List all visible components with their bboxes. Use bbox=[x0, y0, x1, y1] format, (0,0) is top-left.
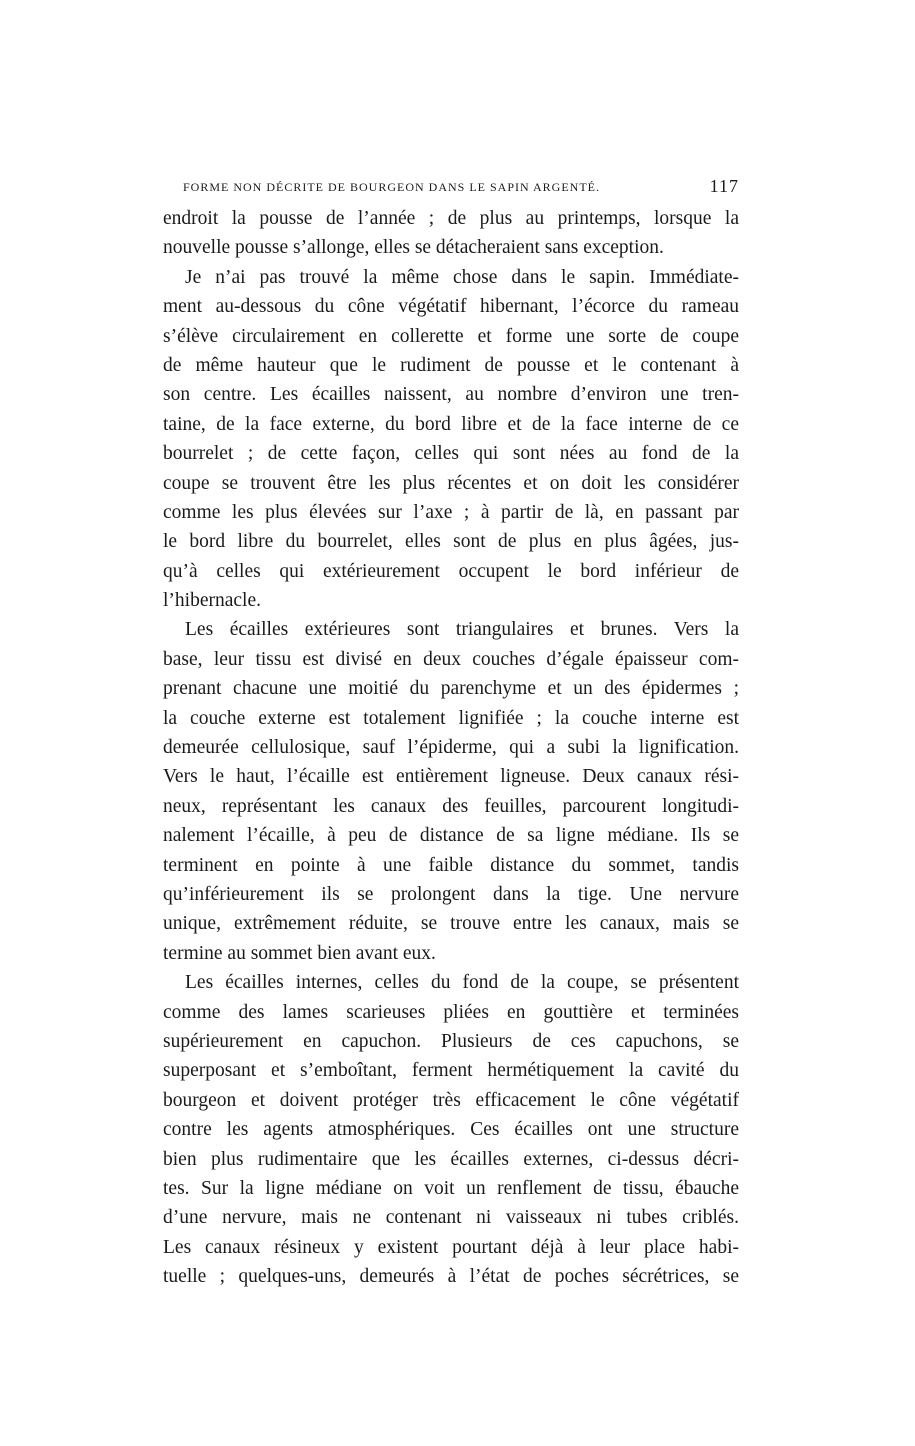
running-header-title: FORME NON DÉCRITE DE BOURGEON DANS LE SAPIN ARGENTÉ. bbox=[183, 180, 601, 194]
text-line: Vers le haut, l’écaille est entièrement ligneuse. Deux canaux rési- bbox=[163, 766, 739, 788]
body-text bbox=[163, 204, 739, 1291]
text-line: neux, représentant les canaux des feuilles, parcourent longitudi- bbox=[163, 795, 739, 817]
text-line: bourrelet ; de cette façon, celles qui sont nées au fond de la bbox=[163, 443, 739, 465]
page-number: 117 bbox=[709, 176, 739, 196]
text-line: Je n’ai pas trouvé la même chose dans le sapin. Immédiate- bbox=[185, 266, 739, 288]
text-line: endroit la pousse de l’année ; de plus au printemps, lorsque la bbox=[163, 208, 739, 229]
text-line: ment au-dessous du cône végétatif hibernant, l’écorce du rameau bbox=[163, 296, 739, 318]
text-line: taine, de la face externe, du bord libre et de la face interne de ce bbox=[163, 413, 739, 435]
text-line: prenant chacune une moitié du parenchyme et un des épidermes ; bbox=[163, 678, 739, 700]
text-line: comme les plus élevées sur l’axe ; à partir de là, en passant par bbox=[163, 501, 739, 523]
running-header bbox=[183, 176, 739, 200]
text-line: son centre. Les écailles naissent, au nombre d’environ une tren- bbox=[163, 384, 739, 406]
text-line: Les canaux résineux y existent pourtant déjà à leur place habi- bbox=[163, 1236, 739, 1258]
text-line: le bord libre du bourrelet, elles sont de plus en plus âgées, jus- bbox=[163, 531, 739, 553]
text-line: nalement l’écaille, à peu de distance de sa ligne médiane. Ils se bbox=[163, 825, 739, 847]
text-line: s’élève circulairement en collerette et forme une sorte de coupe bbox=[163, 325, 739, 347]
text-line: demeurée cellulosique, sauf l’épiderme, qui a subi la lignification. bbox=[163, 737, 739, 759]
text-line: qu’inférieurement ils se prolongent dans la tige. Une nervure bbox=[163, 883, 739, 905]
text-line: superposant et s’emboîtant, ferment hermétiquement la cavité du bbox=[163, 1060, 739, 1082]
text-line: de même hauteur que le rudiment de pousse et le contenant à bbox=[163, 354, 739, 376]
text-line: tes. Sur la ligne médiane on voit un renflement de tissu, ébauche bbox=[163, 1177, 739, 1199]
text-line: Les écailles internes, celles du fond de la coupe, se présentent bbox=[185, 972, 739, 994]
text-line: tuelle ; quelques-uns, demeurés à l’état de poches sécrétrices, se bbox=[163, 1266, 739, 1288]
text-line: termine au sommet bien avant eux. bbox=[163, 942, 436, 964]
text-line: la couche externe est totalement lignifiée ; la couche interne est bbox=[163, 707, 739, 729]
text-line: unique, extrêmement réduite, se trouve entre les canaux, mais se bbox=[163, 913, 739, 935]
text-line: terminent en pointe à une faible distance du sommet, tandis bbox=[163, 854, 739, 876]
text-line: bourgeon et doivent protéger très efficacement le cône végétatif bbox=[163, 1089, 739, 1111]
text-line: bien plus rudimentaire que les écailles externes, ci-dessus décri- bbox=[163, 1148, 739, 1170]
text-line: d’une nervure, mais ne contenant ni vaisseaux ni tubes criblés. bbox=[163, 1207, 739, 1229]
text-line: base, leur tissu est divisé en deux couches d’égale épaisseur com- bbox=[163, 648, 739, 670]
text-line: comme des lames scarieuses pliées en gouttière et terminées bbox=[163, 1001, 739, 1023]
text-line: Les écailles extérieures sont triangulaires et brunes. Vers la bbox=[185, 619, 739, 641]
text-line: coupe se trouvent être les plus récentes et on doit les considérer bbox=[163, 472, 739, 494]
text-line: qu’à celles qui extérieurement occupent le bord inférieur de bbox=[163, 560, 739, 582]
text-line: supérieurement en capuchon. Plusieurs de ces capuchons, se bbox=[163, 1030, 739, 1052]
text-line: nouvelle pousse s’allonge, elles se détacheraient sans exception. bbox=[163, 237, 664, 259]
text-line: l’hibernacle. bbox=[163, 590, 261, 612]
text-line: contre les agents atmosphériques. Ces écailles ont une structure bbox=[163, 1119, 739, 1141]
